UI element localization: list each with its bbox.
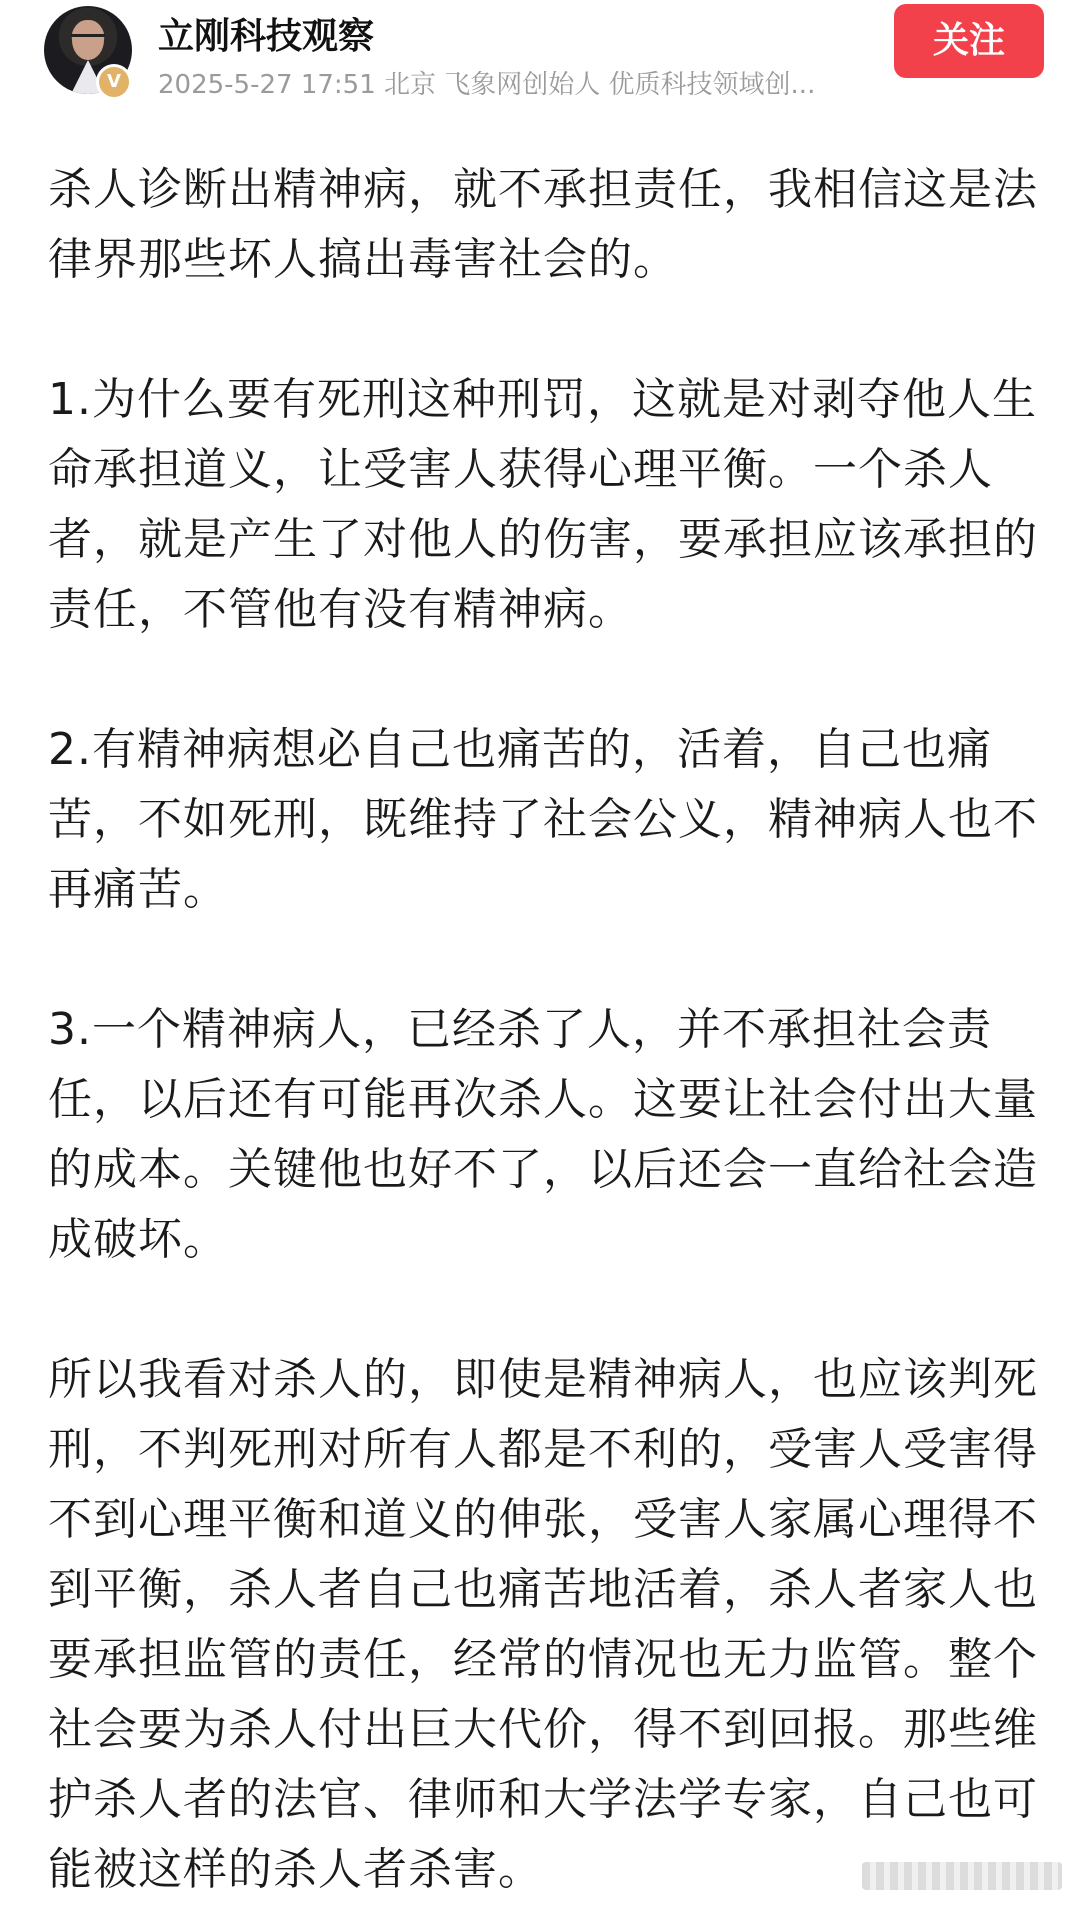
account-name[interactable]: 立刚科技观察 [158,16,375,57]
post-paragraph: 所以我看对杀人的，即使是精神病人，也应该判死刑，不判死刑对所有人都是不利的，受害人受害得不到心理平衡和道义的伸张，受害人家属心理得不到平衡，杀人者自己也痛苦地活着，杀人者家人也要承担监管的责任，经常的情况也无力监管。整个社会要为杀人付出巨大代价，得不到回报。那些维护杀人者的法官、律师和大学法学专家，自己也可能被这样的杀人者杀害。 [48,1354,1038,1895]
verified-badge-icon: V [96,64,132,100]
post-meta: 2025-5-27 17:51 北京 飞象网创始人 优质科技领域创... [158,70,816,100]
follow-button[interactable]: 关注 [894,4,1044,78]
post-paragraph: 3.一个精神病人，已经杀了人，并不承担社会责任，以后还有可能再次杀人。这要让社会付出大量的成本。关键他也好不了，以后还会一直给社会造成破坏。 [48,1004,1038,1265]
post-body [48,155,1048,1905]
post-paragraph: 杀人诊断出精神病，就不承担责任，我相信这是法律界那些坏人搞出毒害社会的。 [48,164,1038,285]
post-paragraph: 1.为什么要有死刑这种刑罚，这就是对剥夺他人生命承担道义，让受害人获得心理平衡。一个杀人者，就是产生了对他人的伤害，要承担应该承担的责任，不管他有没有精神病。 [48,374,1038,635]
blurred-watermark [862,1862,1062,1890]
post-paragraph: 2.有精神病想必自己也痛苦的，活着，自己也痛苦，不如死刑，既维持了社会公义，精神病人也不再痛苦。 [48,724,1038,915]
post-header [0,0,1080,120]
avatar-glasses [71,34,105,45]
